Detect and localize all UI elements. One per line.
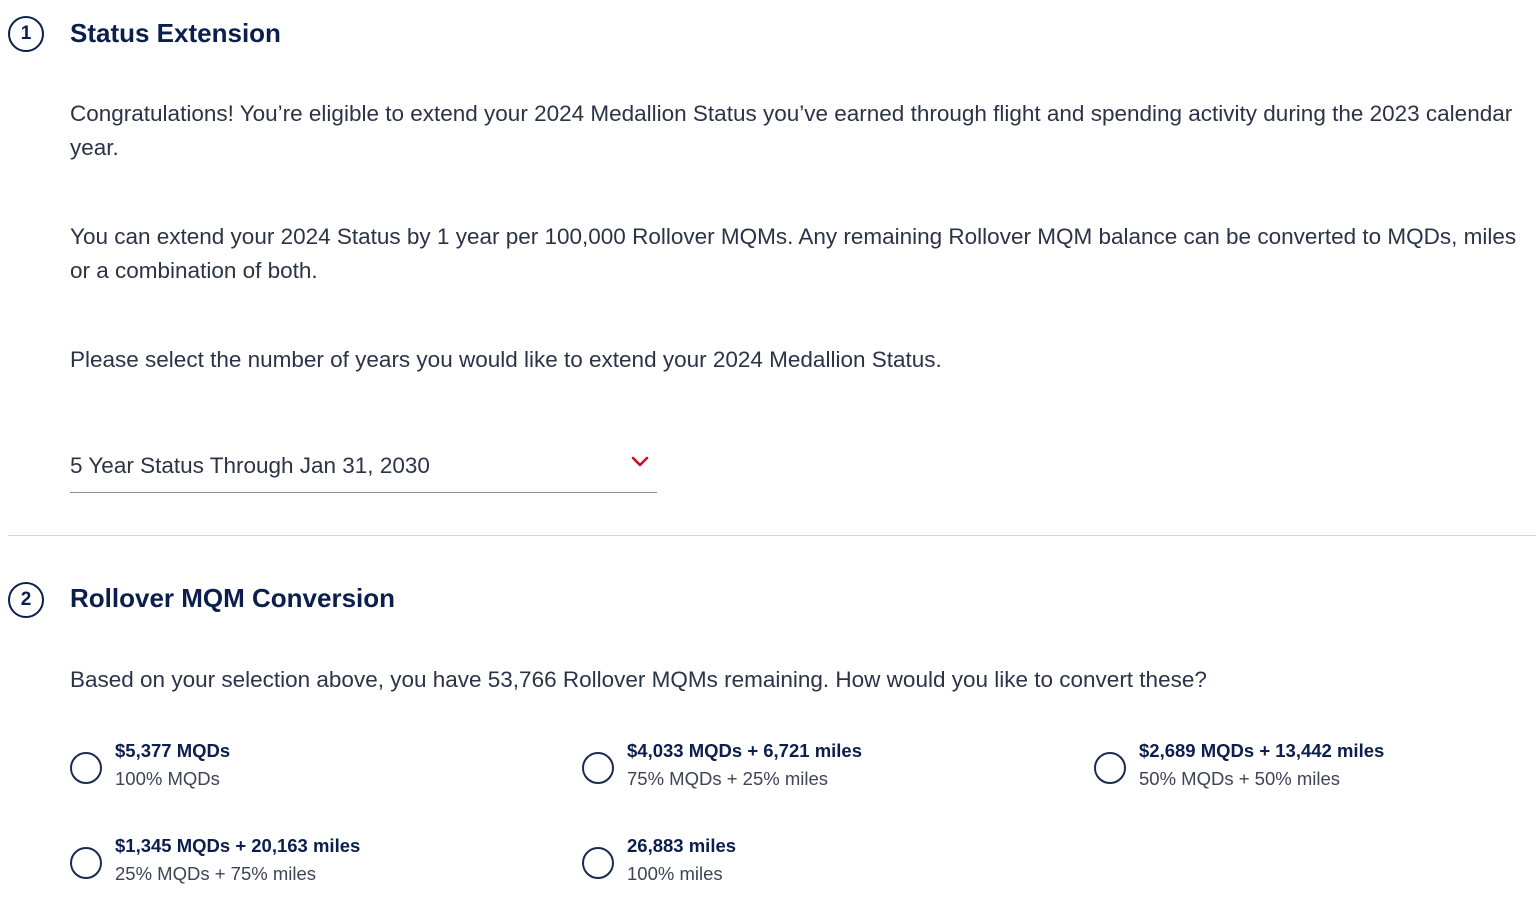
dropdown-selected-value: 5 Year Status Through Jan 31, 2030	[70, 453, 430, 478]
option-split: 100% miles	[627, 863, 723, 884]
radio-button[interactable]	[70, 847, 102, 879]
select-instruction-paragraph: Please select the number of years you would like to extend your 2024 Medallion Status.	[70, 347, 942, 372]
chevron-down-icon	[631, 455, 649, 469]
option-split: 25% MQDs + 75% miles	[115, 863, 316, 884]
step-number-badge: 1	[8, 16, 44, 52]
option-split: 50% MQDs + 50% miles	[1139, 768, 1340, 789]
conversion-description: Based on your selection above, you have 53,766 Rollover MQMs remaining. How would you like to convert these?	[70, 667, 1207, 692]
conversion-option-100-miles[interactable]	[582, 835, 1002, 895]
option-amount: $2,689 MQDs + 13,442 miles	[1139, 740, 1385, 761]
option-amount: 26,883 miles	[627, 835, 737, 856]
radio-button[interactable]	[1094, 752, 1126, 784]
option-amount: $1,345 MQDs + 20,163 miles	[115, 835, 361, 856]
conversion-option-75-mqds[interactable]	[582, 740, 1002, 800]
conversion-option-100-mqds[interactable]	[70, 740, 490, 800]
years-extension-dropdown[interactable]	[70, 445, 657, 493]
option-split: 100% MQDs	[115, 768, 220, 789]
radio-button[interactable]	[70, 752, 102, 784]
section-title: Status Extension	[70, 18, 281, 48]
section-divider	[8, 535, 1536, 536]
section-title: Rollover MQM Conversion	[70, 583, 396, 613]
option-split: 75% MQDs + 25% miles	[627, 768, 828, 789]
conversion-option-50-mqds[interactable]	[1094, 740, 1514, 800]
option-amount: $5,377 MQDs	[115, 740, 231, 761]
eligibility-paragraph: Congratulations! You’re eligible to extend your 2024 Medallion Status you’ve earned through flight and spending activity during the 2023 calendar year.	[70, 101, 1513, 160]
extension-info-paragraph: You can extend your 2024 Status by 1 year per 100,000 Rollover MQMs. Any remaining Rollover MQM balance can be converted to MQDs, miles or a combination of both.	[70, 224, 1517, 283]
option-amount: $4,033 MQDs + 6,721 miles	[627, 740, 862, 761]
radio-button[interactable]	[582, 847, 614, 879]
radio-button[interactable]	[582, 752, 614, 784]
conversion-option-25-mqds[interactable]	[70, 835, 490, 895]
step-number-badge: 2	[8, 582, 44, 618]
